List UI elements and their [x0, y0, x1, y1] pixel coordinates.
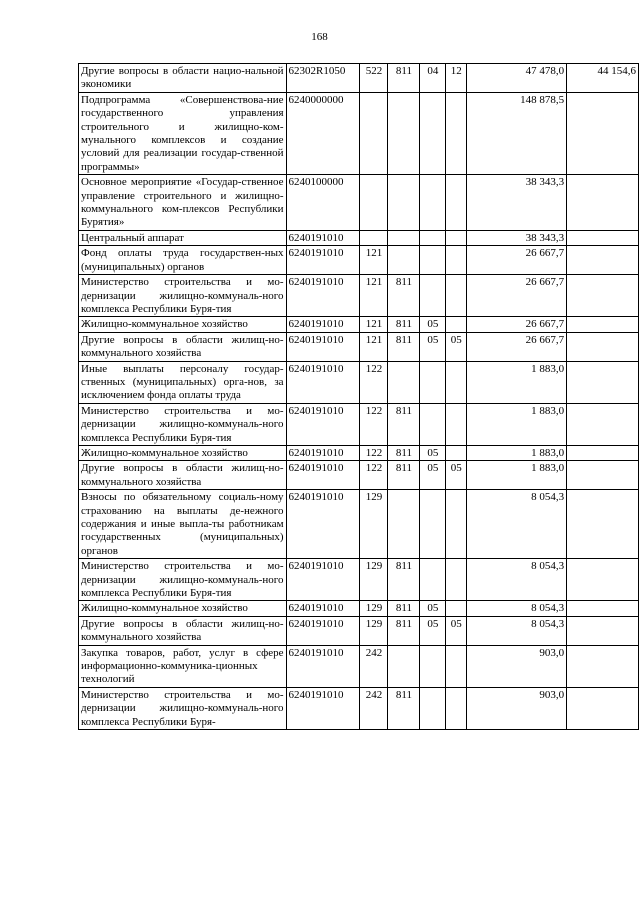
- table-row: [79, 445, 639, 460]
- expense-type-code: 121: [360, 317, 388, 332]
- section-code: 04: [420, 64, 446, 93]
- table-row: [79, 246, 639, 275]
- subsection-code: [446, 92, 467, 174]
- expense-type-code: 129: [360, 490, 388, 559]
- amount-cell-2: [567, 403, 639, 445]
- table-row: [79, 317, 639, 332]
- amount-cell-2: [567, 317, 639, 332]
- section-code: [420, 361, 446, 403]
- table-row: [79, 361, 639, 403]
- table-row: [79, 275, 639, 317]
- section-code: [420, 246, 446, 275]
- table-row: [79, 403, 639, 445]
- section-code: [420, 490, 446, 559]
- budget-manager-code: [388, 361, 420, 403]
- amount-cell-2: 44 154,6: [567, 64, 639, 93]
- table-row: [79, 64, 639, 93]
- row-name: Закупка товаров, работ, услуг в сфере информационно-коммуника-ционных технологий: [79, 645, 287, 687]
- target-article-code: 6240191010: [286, 332, 360, 361]
- amount-cell-2: [567, 601, 639, 616]
- budget-manager-code: 811: [388, 616, 420, 645]
- budget-table: [78, 63, 639, 730]
- expense-type-code: 121: [360, 275, 388, 317]
- amount-cell-2: [567, 230, 639, 245]
- budget-manager-code: 811: [388, 601, 420, 616]
- section-code: 05: [420, 461, 446, 490]
- target-article-code: 6240191010: [286, 461, 360, 490]
- table-row: [79, 559, 639, 601]
- amount-cell-2: [567, 92, 639, 174]
- section-code: 05: [420, 332, 446, 361]
- target-article-code: 62302R1050: [286, 64, 360, 93]
- amount-cell: 26 667,7: [467, 275, 567, 317]
- section-code: [420, 403, 446, 445]
- row-name: Министерство строительства и мо-дернизации жилищно-коммуналь-ного комплекса Республики Буря-: [79, 687, 287, 729]
- subsection-code: [446, 687, 467, 729]
- table-row: [79, 230, 639, 245]
- subsection-code: [446, 317, 467, 332]
- amount-cell-2: [567, 445, 639, 460]
- budget-manager-code: [388, 92, 420, 174]
- target-article-code: 6240000000: [286, 92, 360, 174]
- row-name: Другие вопросы в области жилищ-но-коммунального хозяйства: [79, 332, 287, 361]
- target-article-code: 6240191010: [286, 246, 360, 275]
- amount-cell: 8 054,3: [467, 490, 567, 559]
- amount-cell: 38 343,3: [467, 230, 567, 245]
- budget-manager-code: 811: [388, 317, 420, 332]
- table-row: [79, 490, 639, 559]
- budget-manager-code: 811: [388, 559, 420, 601]
- target-article-code: 6240191010: [286, 601, 360, 616]
- table-row: [79, 92, 639, 174]
- subsection-code: [446, 230, 467, 245]
- section-code: [420, 275, 446, 317]
- table-row: [79, 461, 639, 490]
- row-name: Другие вопросы в области жилищ-но-коммунального хозяйства: [79, 616, 287, 645]
- amount-cell-2: [567, 461, 639, 490]
- target-article-code: 6240191010: [286, 559, 360, 601]
- section-code: 05: [420, 445, 446, 460]
- table-row: [79, 616, 639, 645]
- amount-cell: 8 054,3: [467, 616, 567, 645]
- subsection-code: [446, 559, 467, 601]
- row-name: Министерство строительства и мо-дернизации жилищно-коммуналь-ного комплекса Республики Буря-тия: [79, 275, 287, 317]
- section-code: [420, 230, 446, 245]
- amount-cell: 38 343,3: [467, 175, 567, 231]
- budget-manager-code: [388, 490, 420, 559]
- amount-cell-2: [567, 687, 639, 729]
- budget-manager-code: [388, 175, 420, 231]
- expense-type-code: 122: [360, 445, 388, 460]
- subsection-code: 12: [446, 64, 467, 93]
- subsection-code: [446, 490, 467, 559]
- amount-cell: 903,0: [467, 687, 567, 729]
- section-code: [420, 175, 446, 231]
- row-name: Иные выплаты персоналу государ-ственных (муниципальных) орга-нов, за исключением фонда оплаты труда: [79, 361, 287, 403]
- amount-cell: 26 667,7: [467, 246, 567, 275]
- expense-type-code: 129: [360, 616, 388, 645]
- amount-cell: 47 478,0: [467, 64, 567, 93]
- section-code: [420, 559, 446, 601]
- target-article-code: 6240191010: [286, 361, 360, 403]
- page-number: 168: [311, 31, 328, 43]
- expense-type-code: 121: [360, 332, 388, 361]
- row-name: Основное мероприятие «Государ-ственное управление строительного и жилищно-коммунального ком-плексов Республики Бурятия»: [79, 175, 287, 231]
- section-code: [420, 645, 446, 687]
- subsection-code: [446, 601, 467, 616]
- target-article-code: 6240191010: [286, 403, 360, 445]
- expense-type-code: 122: [360, 361, 388, 403]
- expense-type-code: [360, 175, 388, 231]
- row-name: Фонд оплаты труда государствен-ных (муниципальных) органов: [79, 246, 287, 275]
- section-code: 05: [420, 317, 446, 332]
- budget-manager-code: 811: [388, 275, 420, 317]
- subsection-code: [446, 403, 467, 445]
- amount-cell-2: [567, 616, 639, 645]
- subsection-code: 05: [446, 332, 467, 361]
- amount-cell: 1 883,0: [467, 445, 567, 460]
- row-name: Министерство строительства и мо-дернизации жилищно-коммуналь-ного комплекса Республики Буря-тия: [79, 403, 287, 445]
- section-code: [420, 687, 446, 729]
- row-name: Центральный аппарат: [79, 230, 287, 245]
- amount-cell: 8 054,3: [467, 601, 567, 616]
- amount-cell: 1 883,0: [467, 461, 567, 490]
- budget-manager-code: 811: [388, 64, 420, 93]
- table-body: [79, 64, 639, 730]
- budget-manager-code: 811: [388, 403, 420, 445]
- subsection-code: [446, 275, 467, 317]
- row-name: Другие вопросы в области нацио-нальной экономики: [79, 64, 287, 93]
- amount-cell: 8 054,3: [467, 559, 567, 601]
- expense-type-code: 242: [360, 645, 388, 687]
- expense-type-code: 522: [360, 64, 388, 93]
- subsection-code: 05: [446, 616, 467, 645]
- amount-cell: 26 667,7: [467, 317, 567, 332]
- subsection-code: [446, 175, 467, 231]
- budget-manager-code: [388, 645, 420, 687]
- budget-manager-code: 811: [388, 332, 420, 361]
- expense-type-code: 129: [360, 601, 388, 616]
- expense-type-code: 122: [360, 461, 388, 490]
- target-article-code: 6240191010: [286, 616, 360, 645]
- table-row: [79, 332, 639, 361]
- section-code: 05: [420, 601, 446, 616]
- amount-cell-2: [567, 332, 639, 361]
- expense-type-code: 121: [360, 246, 388, 275]
- amount-cell-2: [567, 559, 639, 601]
- target-article-code: 6240191010: [286, 230, 360, 245]
- target-article-code: 6240191010: [286, 687, 360, 729]
- budget-manager-code: [388, 230, 420, 245]
- table-row: [79, 601, 639, 616]
- amount-cell: 26 667,7: [467, 332, 567, 361]
- expense-type-code: [360, 92, 388, 174]
- amount-cell-2: [567, 490, 639, 559]
- row-name: Взносы по обязательному социаль-ному страхованию на выплаты де-нежного содержания и иные выпла-ты работникам государственных (муниципальных) органов: [79, 490, 287, 559]
- subsection-code: [446, 645, 467, 687]
- budget-manager-code: [388, 246, 420, 275]
- table-row: [79, 687, 639, 729]
- target-article-code: 6240191010: [286, 490, 360, 559]
- amount-cell-2: [567, 361, 639, 403]
- target-article-code: 6240191010: [286, 445, 360, 460]
- row-name: Жилищно-коммунальное хозяйство: [79, 317, 287, 332]
- amount-cell-2: [567, 175, 639, 231]
- target-article-code: 6240191010: [286, 275, 360, 317]
- budget-manager-code: 811: [388, 461, 420, 490]
- expense-type-code: 242: [360, 687, 388, 729]
- amount-cell-2: [567, 246, 639, 275]
- section-code: 05: [420, 616, 446, 645]
- amount-cell: 148 878,5: [467, 92, 567, 174]
- row-name: Подпрограмма «Совершенствова-ние государственного управления строительного и жилищно-ком-мунального комплексов и создание условий для реализации государ-ственной программы»: [79, 92, 287, 174]
- row-name: Жилищно-коммунальное хозяйство: [79, 445, 287, 460]
- amount-cell: 1 883,0: [467, 403, 567, 445]
- target-article-code: 6240100000: [286, 175, 360, 231]
- subsection-code: [446, 246, 467, 275]
- row-name: Жилищно-коммунальное хозяйство: [79, 601, 287, 616]
- expense-type-code: 129: [360, 559, 388, 601]
- subsection-code: [446, 445, 467, 460]
- expense-type-code: 122: [360, 403, 388, 445]
- subsection-code: [446, 361, 467, 403]
- row-name: Другие вопросы в области жилищ-но-коммунального хозяйства: [79, 461, 287, 490]
- subsection-code: 05: [446, 461, 467, 490]
- table-row: [79, 645, 639, 687]
- target-article-code: 6240191010: [286, 317, 360, 332]
- target-article-code: 6240191010: [286, 645, 360, 687]
- amount-cell-2: [567, 275, 639, 317]
- amount-cell: 1 883,0: [467, 361, 567, 403]
- budget-manager-code: 811: [388, 687, 420, 729]
- amount-cell: 903,0: [467, 645, 567, 687]
- budget-manager-code: 811: [388, 445, 420, 460]
- table-row: [79, 175, 639, 231]
- section-code: [420, 92, 446, 174]
- amount-cell-2: [567, 645, 639, 687]
- row-name: Министерство строительства и мо-дернизации жилищно-коммуналь-ного комплекса Республики Буря-тия: [79, 559, 287, 601]
- expense-type-code: [360, 230, 388, 245]
